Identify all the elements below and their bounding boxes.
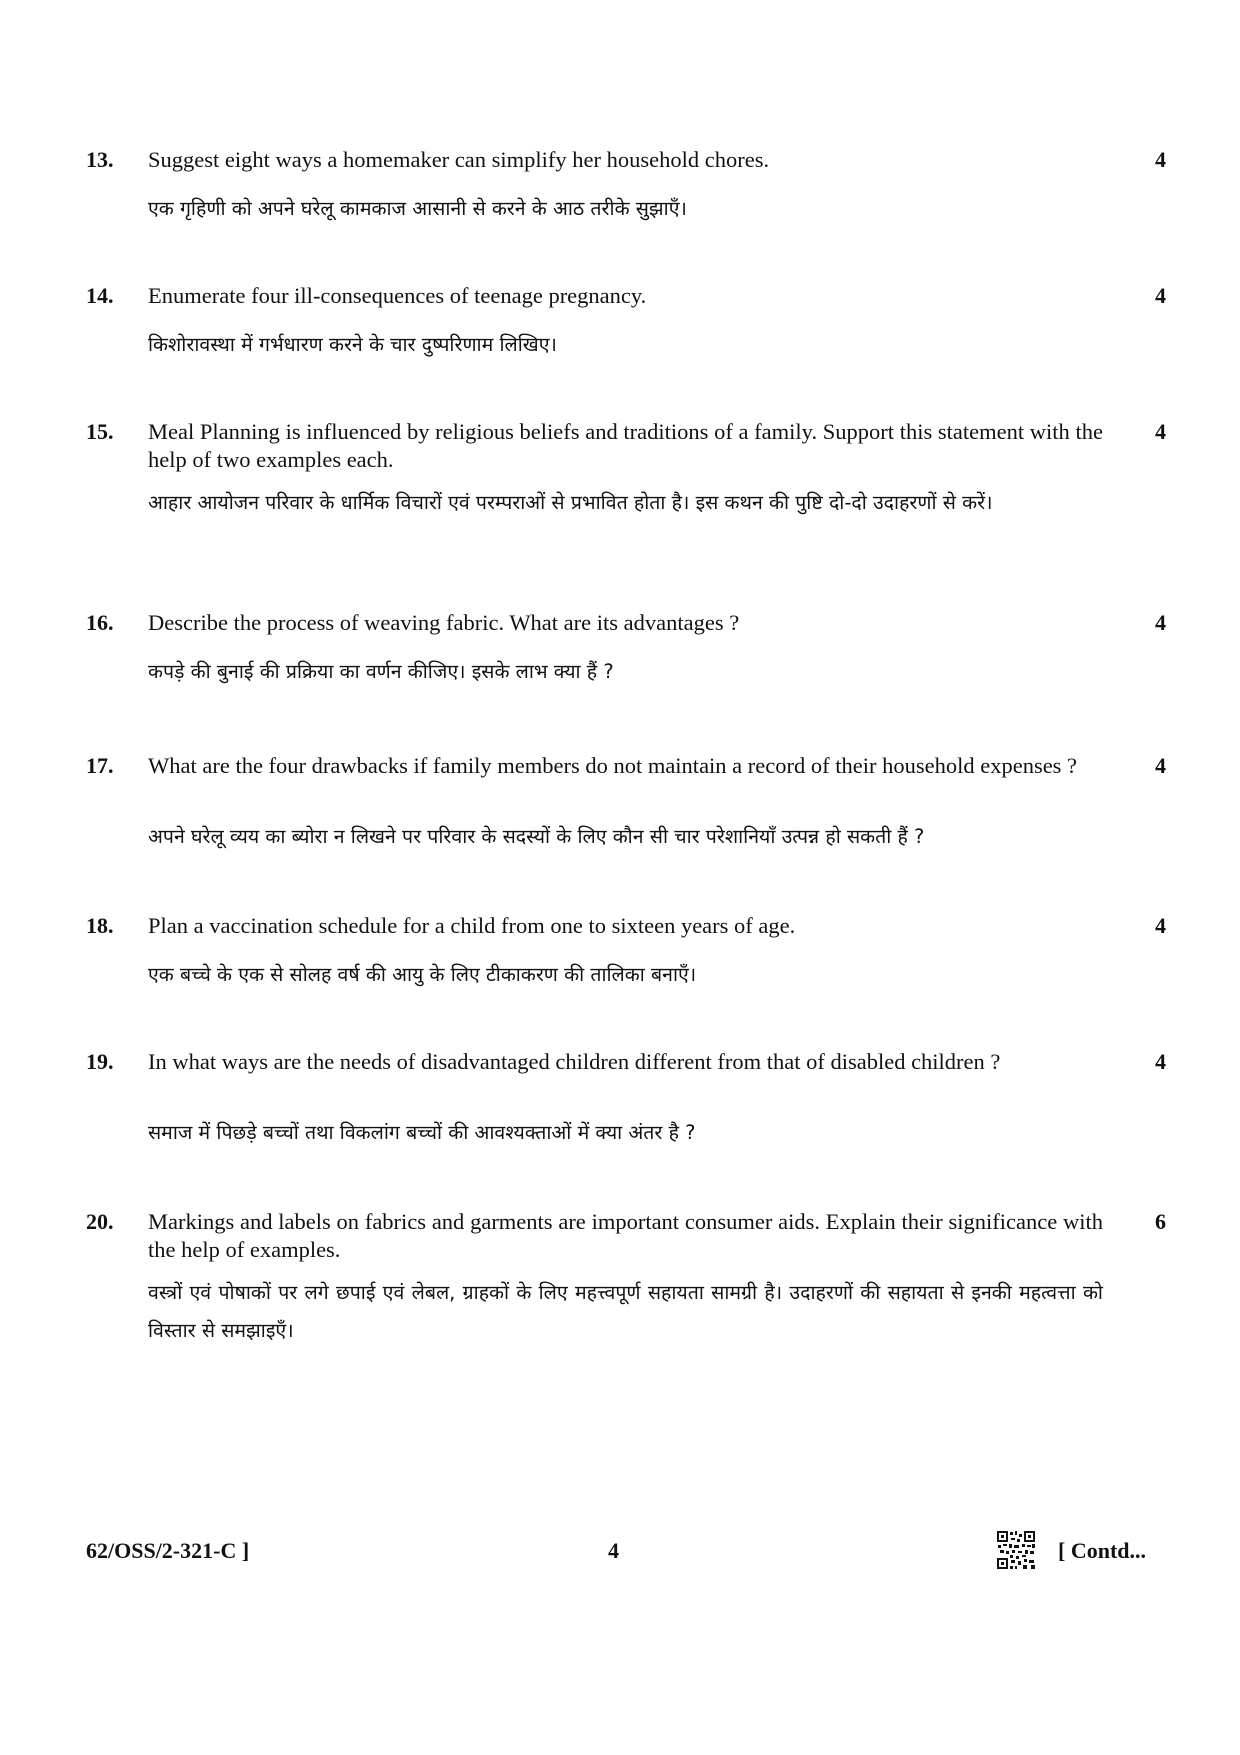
question-hindi: वस्त्रों एवं पोषाकों पर लगे छपाई एवं लेबल, ग्राहकों के लिए महत्त्वपूर्ण सहायता सामग्री है। उदाहरणों की सहायता से इनकी महत्वत्ता को विस्तार से समझाइएँ। <box>148 1281 1103 1342</box>
question-marks: 6 <box>1155 1209 1166 1234</box>
continued-label: [ Contd... <box>1058 1538 1147 1563</box>
question-19 <box>86 1048 1166 1178</box>
question-18 <box>86 912 1166 1012</box>
question-number: 15. <box>86 419 114 444</box>
question-hindi: कपड़े की बुनाई की प्रक्रिया का वर्णन कीजिए। इसके लाभ क्या हैं ? <box>148 660 614 683</box>
question-14 <box>86 282 1166 382</box>
question-20 <box>86 1208 1166 1378</box>
question-17 <box>86 752 1166 882</box>
question-english: Enumerate four ill-consequences of teenage pregnancy. <box>148 283 647 308</box>
question-marks: 4 <box>1155 610 1166 635</box>
question-number: 13. <box>86 147 114 172</box>
question-hindi: किशोरावस्था में गर्भधारण करने के चार दुष्परिणाम लिखिए। <box>148 333 557 356</box>
question-hindi: एक गृहिणी को अपने घरेलू कामकाज आसानी से करने के आठ तरीके सुझाएँ। <box>148 197 687 220</box>
page-number: 4 <box>608 1538 619 1563</box>
question-15 <box>86 418 1166 588</box>
paper-code: 62/OSS/2-321-C ] <box>86 1538 250 1563</box>
question-english: What are the four drawbacks if family members do not maintain a record of their household expenses ? <box>148 753 1078 778</box>
question-13 <box>86 146 1166 246</box>
question-number: 20. <box>86 1209 114 1234</box>
question-marks: 4 <box>1155 753 1166 778</box>
question-english: Meal Planning is influenced by religious beliefs and traditions of a family. Support this statement with the help of two examples each. <box>148 419 1103 472</box>
question-number: 18. <box>86 913 114 938</box>
question-english: Markings and labels on fabrics and garments are important consumer aids. Explain their significance with the help of examples. <box>148 1209 1103 1262</box>
question-number: 19. <box>86 1049 114 1074</box>
question-marks: 4 <box>1155 913 1166 938</box>
qr-code-icon <box>996 1530 1036 1570</box>
question-english: In what ways are the needs of disadvantaged children different from that of disabled children ? <box>148 1049 1001 1074</box>
question-hindi: एक बच्चे के एक से सोलह वर्ष की आयु के लिए टीकाकरण की तालिका बनाएँ। <box>148 963 697 986</box>
question-marks: 4 <box>1155 147 1166 172</box>
question-number: 17. <box>86 753 114 778</box>
question-english: Suggest eight ways a homemaker can simplify her household chores. <box>148 147 770 172</box>
question-number: 14. <box>86 283 114 308</box>
question-hindi: अपने घरेलू व्यय का ब्योरा न लिखने पर परिवार के सदस्यों के लिए कौन सी चार परेशानियाँ उत्पन्न हो सकती हैं ? <box>148 825 925 848</box>
question-hindi: समाज में पिछड़े बच्चों तथा विकलांग बच्चों की आवश्यक्ताओं में क्या अंतर है ? <box>148 1121 696 1144</box>
question-16 <box>86 609 1166 709</box>
question-marks: 4 <box>1155 419 1166 444</box>
question-number: 16. <box>86 610 114 635</box>
question-english: Plan a vaccination schedule for a child from one to sixteen years of age. <box>148 913 796 938</box>
question-marks: 4 <box>1155 1049 1166 1074</box>
question-marks: 4 <box>1155 283 1166 308</box>
question-english: Describe the process of weaving fabric. What are its advantages ? <box>148 610 740 635</box>
question-hindi: आहार आयोजन परिवार के धार्मिक विचारों एवं परम्पराओं से प्रभावित होता है। इस कथन की पुष्टि दो-दो उदाहरणों से करें। <box>148 491 993 514</box>
